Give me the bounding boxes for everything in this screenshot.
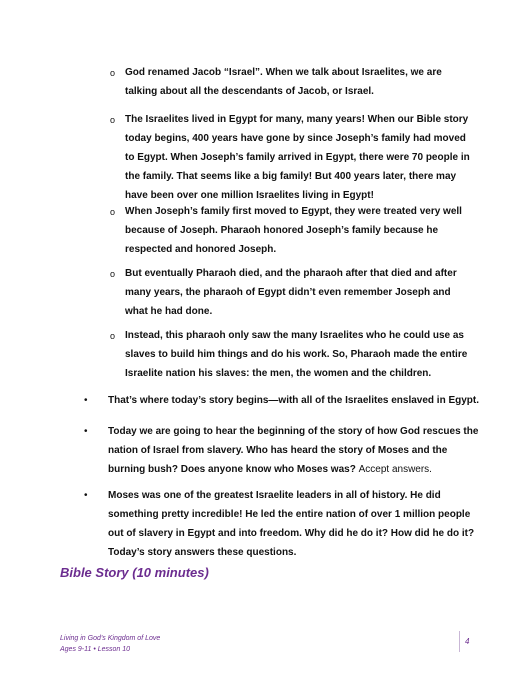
bullet-text [108, 422, 480, 479]
footer-divider [459, 631, 460, 652]
list-marker: o [110, 115, 116, 125]
list-item-text: When Joseph’s family first moved to Egypt, they were treated very well because of Joseph. Pharaoh honored Joseph’s family because he respected and honored Joseph. [125, 206, 462, 255]
list-marker: o [110, 269, 116, 279]
bullet-marker: • [84, 426, 88, 437]
section-heading: Bible Story (10 minutes) [60, 565, 209, 580]
bullet-text-body: Moses was one of the greatest Israelite leaders in all of history. He did something pretty incredible! He led the entire nation of over 1 million people out of slavery in Egypt and into freedom. Why did he do it? How did he do it? Today’s story answers these questions. [108, 490, 475, 558]
list-item-text: The Israelites lived in Egypt for many, many years! When our Bible story today begins, 400 years have gone by since Joseph’s family had moved to Egypt. When Joseph’s family arrived in Egypt, there were 70 people in the family. That seems like a big family! But 400 years later, there may have been over one million Israelites living in Egypt! [125, 114, 470, 201]
footer-title: Living in God’s Kingdom of Love [60, 635, 161, 642]
bullet-text-body: That’s where today’s story begins—with all of the Israelites enslaved in Egypt. [108, 395, 480, 406]
list-marker: o [110, 207, 116, 217]
page-number: 4 [465, 637, 470, 646]
bullet-text-body: Today we are going to hear the beginning of the story of how God rescues the nation of Israel from slavery. Who has heard the story of Moses and the burning bush? Does anyone know who Moses was? [108, 426, 479, 475]
list-item-text: But eventually Pharaoh died, and the pharaoh after that died and after many years, the pharaoh of Egypt didn’t even remember Joseph and what he had done. [125, 268, 457, 317]
bullet-marker: • [84, 490, 88, 501]
footer-subtitle: Ages 9-11 • Lesson 10 [60, 646, 131, 653]
bullet-text [108, 391, 480, 410]
list-item-text: Instead, this pharaoh only saw the many Israelites who he could use as slaves to build him things and do his work. So, Pharaoh made the entire Israelite nation his slaves: the men, the women and the children. [125, 330, 468, 379]
list-marker: o [110, 331, 116, 341]
list-marker: o [110, 68, 116, 78]
bullet-text [108, 486, 480, 562]
bullet-marker: • [84, 395, 88, 406]
footer [60, 633, 160, 655]
list-item-text: God renamed Jacob “Israel”. When we talk about Israelites, we are talking about all the descendants of Jacob, or Israel. [125, 67, 442, 97]
bullet-note: Accept answers. [358, 464, 432, 475]
